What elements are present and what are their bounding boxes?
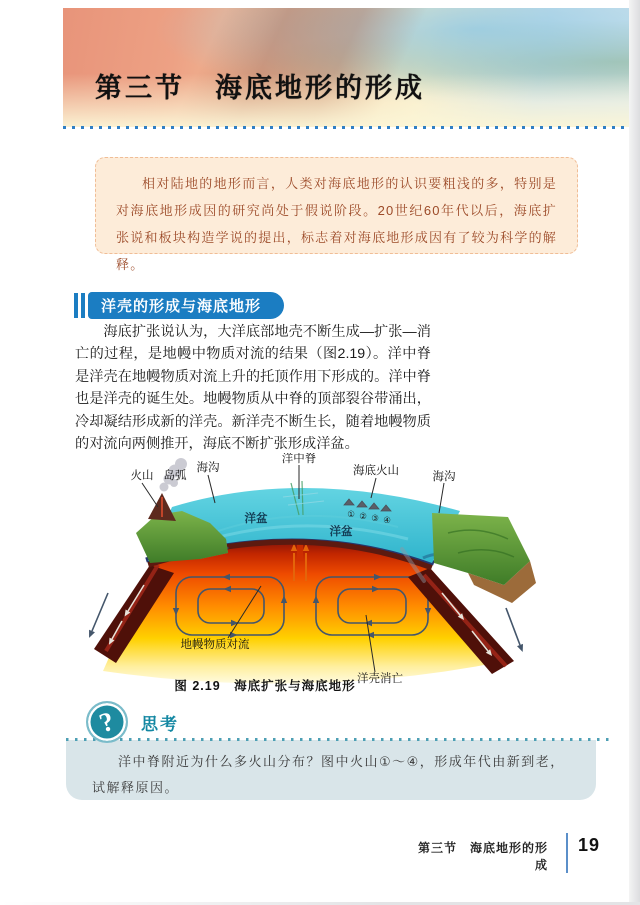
label-mantle-convection: 地幔物质对流 [180,639,250,651]
think-dotted-divider [66,738,612,741]
intro-text: 相对陆地的地形而言，人类对海底地形的认识要粗浅的多，特别是对海底地形成因的研究尚处于假说阶段。20世纪60年代以后，海底扩张说和板块构造学说的提出，标志着对海底地形成因有了较为科学的解释。 [116,176,557,272]
question-mark-icon [86,701,128,743]
question-mark-glyph: ? [95,705,118,738]
label-volcano: 火山 [130,470,154,482]
label-mid-ocean-ridge: 洋中脊 [281,453,317,465]
seamount-number-4: ④ [383,515,391,525]
think-question-text: 洋中脊附近为什么多火山分布？图中火山①～④，形成年代由新到老，试解释原因。 [92,754,565,795]
section-heading-bars [74,293,85,318]
label-island-arc: 岛弧 [163,470,187,482]
chapter-header-banner [63,8,637,127]
label-ocean-basin-right: 洋盆 [329,526,353,538]
think-section-title: 思考 [141,715,179,734]
label-ocean-basin-left: 洋盆 [244,513,268,525]
volcano-cone [148,493,176,521]
footer-divider [566,833,568,873]
label-submarine-volcano: 海底火山 [353,465,399,477]
chapter-title: 第三节 海底地形的形成 [95,73,425,103]
figure-2-19-diagram [78,453,538,703]
seamount-number-1: ① [347,509,355,519]
body-paragraph: 海底扩张说认为，大洋底部地壳不断生成—扩张—消亡的过程，是地幔中物质对流的结果（图2.19）。洋中脊是洋壳在地幔物质对流上升的托顶作用下形成的。洋中脊也是洋壳的诞生处。地幔物质从中脊的顶部裂谷带涌出，冷却凝结形成新的洋壳。新洋壳不断生长，随着地幔物质的对流向两侧推开，海底不断扩张形成洋盆。 [75,324,431,453]
header-dotted-divider [63,126,637,129]
section-heading-label: 洋壳的形成与海底地形 [101,298,262,315]
think-box [66,740,596,800]
section-heading-banner [88,292,284,319]
figure-caption: 图 2.19 海底扩张与海底地形 [174,679,356,693]
scanned-page-edge [629,0,640,905]
seamount-number-2: ② [359,511,367,521]
intro-box [95,157,578,272]
page-number: 19 [578,835,601,855]
label-trench-right: 海沟 [432,471,456,483]
label-trench-left: 海沟 [196,462,220,474]
seamount-number-3: ③ [371,513,379,523]
footer-section-title: 第三节 海底地形的形成 [417,841,548,872]
label-crust-subduction: 洋壳消亡 [357,673,403,685]
